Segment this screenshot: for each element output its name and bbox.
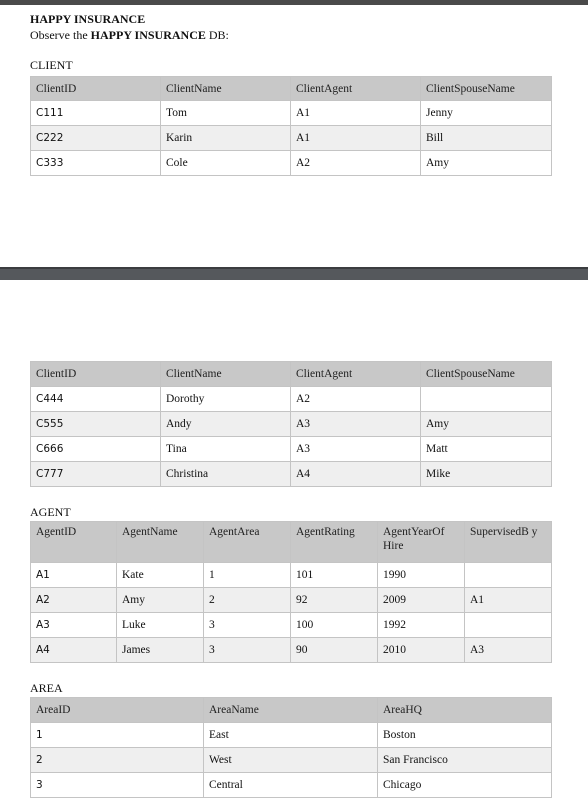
table-header-row <box>31 77 552 101</box>
column-header: AgentYearOf Hire <box>378 522 465 563</box>
table-cell: East <box>204 723 378 748</box>
table-cell: 3 <box>204 638 291 663</box>
column-header: AreaName <box>204 698 378 723</box>
document-subtitle <box>30 28 229 43</box>
table-cell: Tina <box>161 437 291 462</box>
table-cell: A3 <box>465 638 552 663</box>
column-header: ClientSpouseName <box>421 77 552 101</box>
table-cell: 92 <box>291 588 378 613</box>
table-cell: 1 <box>31 723 204 748</box>
table-cell: C333 <box>31 151 161 176</box>
table-cell: Kate <box>117 563 204 588</box>
column-header: ClientAgent <box>291 77 421 101</box>
subtitle-suffix: DB: <box>205 28 229 42</box>
table-row <box>31 437 552 462</box>
table-cell: Bill <box>421 126 552 151</box>
column-header: ClientName <box>161 362 291 387</box>
table-cell: A2 <box>291 151 421 176</box>
document-title: HAPPY INSURANCE <box>30 12 146 26</box>
table-cell: Andy <box>161 412 291 437</box>
table-cell: A2 <box>31 588 117 613</box>
table-cell: A1 <box>465 588 552 613</box>
table-cell: Amy <box>421 151 552 176</box>
table-row <box>31 613 552 638</box>
table-cell: Jenny <box>421 101 552 126</box>
table-row <box>31 101 552 126</box>
area-section-label: AREA <box>30 681 63 695</box>
table-cell: 1 <box>204 563 291 588</box>
column-header: AreaHQ <box>378 698 552 723</box>
table-row <box>31 723 552 748</box>
client-section-label: CLIENT <box>30 58 73 72</box>
table-row <box>31 748 552 773</box>
table-cell: C555 <box>31 412 161 437</box>
table-cell: West <box>204 748 378 773</box>
table-cell: 3 <box>31 773 204 798</box>
table-cell: 2 <box>31 748 204 773</box>
table-cell: A3 <box>31 613 117 638</box>
subtitle-bold: HAPPY INSURANCE <box>90 28 206 42</box>
column-header: AgentArea <box>204 522 291 563</box>
page-break <box>0 267 588 280</box>
table-cell: Karin <box>161 126 291 151</box>
table-cell: Dorothy <box>161 387 291 412</box>
table-cell: C111 <box>31 101 161 126</box>
table-cell: San Francisco <box>378 748 552 773</box>
column-header: ClientAgent <box>291 362 421 387</box>
table-cell <box>465 613 552 638</box>
subtitle-prefix: Observe the <box>30 28 91 42</box>
client-table-page2 <box>30 361 552 487</box>
table-row <box>31 773 552 798</box>
column-header: AgentName <box>117 522 204 563</box>
table-cell: 1992 <box>378 613 465 638</box>
column-header: ClientSpouseName <box>421 362 552 387</box>
table-cell: 101 <box>291 563 378 588</box>
table-cell: A3 <box>291 412 421 437</box>
table-cell: Central <box>204 773 378 798</box>
table-cell: 2009 <box>378 588 465 613</box>
table-cell: Amy <box>117 588 204 613</box>
table-cell: C444 <box>31 387 161 412</box>
agent-section-label: AGENT <box>30 505 71 519</box>
column-header: ClientID <box>31 362 161 387</box>
table-header-row <box>31 362 552 387</box>
table-cell: Luke <box>117 613 204 638</box>
top-edge <box>0 0 588 5</box>
column-header: AgentID <box>31 522 117 563</box>
table-cell: A4 <box>31 638 117 663</box>
column-header: AreaID <box>31 698 204 723</box>
table-cell: C666 <box>31 437 161 462</box>
table-cell: Chicago <box>378 773 552 798</box>
table-cell <box>421 387 552 412</box>
client-table-page1 <box>30 76 552 176</box>
table-cell: Christina <box>161 462 291 487</box>
table-cell: James <box>117 638 204 663</box>
table-cell: C777 <box>31 462 161 487</box>
table-header-row <box>31 522 552 563</box>
table-header-row <box>31 698 552 723</box>
table-cell: Cole <box>161 151 291 176</box>
table-cell: Tom <box>161 101 291 126</box>
agent-table <box>30 521 552 663</box>
table-cell: A4 <box>291 462 421 487</box>
table-cell: A2 <box>291 387 421 412</box>
table-row <box>31 462 552 487</box>
table-row <box>31 563 552 588</box>
column-header: ClientName <box>161 77 291 101</box>
table-row <box>31 412 552 437</box>
table-row <box>31 151 552 176</box>
table-cell: A1 <box>291 126 421 151</box>
table-row <box>31 588 552 613</box>
table-cell: 2010 <box>378 638 465 663</box>
table-cell: A3 <box>291 437 421 462</box>
table-row <box>31 638 552 663</box>
area-table <box>30 697 552 798</box>
table-cell: Matt <box>421 437 552 462</box>
table-cell: 100 <box>291 613 378 638</box>
column-header: ClientID <box>31 77 161 101</box>
table-cell: A1 <box>291 101 421 126</box>
table-row <box>31 126 552 151</box>
table-cell: 90 <box>291 638 378 663</box>
table-cell: 2 <box>204 588 291 613</box>
table-cell: Mike <box>421 462 552 487</box>
table-cell: 1990 <box>378 563 465 588</box>
table-row <box>31 387 552 412</box>
table-cell: Amy <box>421 412 552 437</box>
column-header: AgentRating <box>291 522 378 563</box>
table-cell: 3 <box>204 613 291 638</box>
column-header: SupervisedB y <box>465 522 552 563</box>
table-cell: Boston <box>378 723 552 748</box>
table-cell <box>465 563 552 588</box>
table-cell: C222 <box>31 126 161 151</box>
table-cell: A1 <box>31 563 117 588</box>
